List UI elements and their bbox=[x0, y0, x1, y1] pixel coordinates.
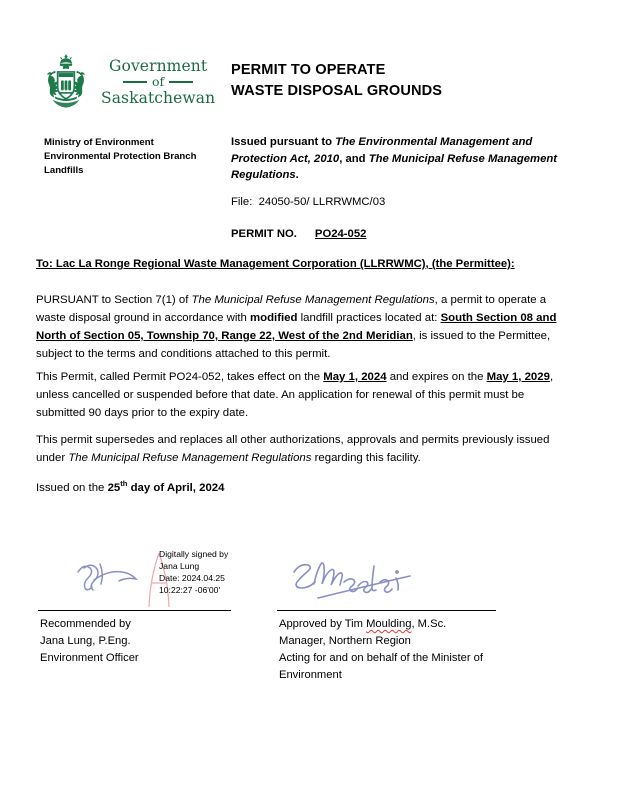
pursuant-text-1: PURSUANT to Section 7(1) of bbox=[36, 294, 192, 306]
supersede-text-2: regarding this facility. bbox=[311, 452, 421, 465]
signature-block-approved bbox=[279, 616, 529, 684]
paragraph-effective-dates bbox=[36, 368, 572, 422]
signature-line-right bbox=[277, 610, 496, 611]
pursuant-modified-term: modified bbox=[250, 312, 298, 325]
document-header bbox=[0, 0, 630, 120]
effective-text-3: , unless cancelled or suspended before that date. An application for renewal of this permit must be submitted 90 days prior to the expiry date. bbox=[36, 371, 554, 420]
page-title-line-2: WASTE DISPOSAL GROUNDS bbox=[231, 82, 443, 99]
addressee-line: To: Lac La Ronge Regional Waste Management Corporation (LLRRWMC), (the Permittee): bbox=[36, 258, 515, 270]
facility-legal-location: South Section 08 and North of Section 05, Township 70, Range 22, West of the 2nd Meridian bbox=[36, 312, 557, 343]
approved-by-surname: Moulding bbox=[366, 618, 412, 630]
ministry-block bbox=[44, 136, 196, 178]
digital-signature-date: Date: 2024.04.25 bbox=[159, 572, 225, 583]
pursuant-text-4: , is issued to the Permittee, subject to the terms and conditions attached to this permit. bbox=[36, 330, 551, 361]
pursuant-suffix: . bbox=[295, 169, 299, 182]
ministry-line-3: Landfills bbox=[44, 165, 84, 177]
effective-text-2: and expires on the bbox=[386, 371, 487, 383]
supersede-regulations-ref: The Municipal Refuse Management Regulations bbox=[68, 452, 312, 465]
pursuant-text-2: , a permit to operate a waste disposal ground in accordance with bbox=[36, 294, 547, 325]
wordmark bbox=[101, 58, 215, 107]
issued-ordinal-suffix: th bbox=[120, 479, 128, 488]
digital-signature-signer: Jana Lung bbox=[159, 560, 200, 571]
permit-expiry-date: May 1, 2029 bbox=[486, 371, 550, 383]
permit-number-row bbox=[231, 228, 366, 240]
issued-pursuant-statement bbox=[231, 134, 561, 184]
permit-number-value: PO24-052 bbox=[314, 228, 367, 240]
jana-lung-signature-ink bbox=[70, 558, 150, 594]
page-title-line-1: PERMIT TO OPERATE bbox=[231, 62, 386, 78]
recommended-by-name: Jana Lung, P.Eng. bbox=[40, 635, 131, 648]
recommended-by-label: Recommended by bbox=[40, 618, 131, 630]
permit-label: PERMIT NO. bbox=[231, 228, 297, 240]
effective-text-1: This Permit, called Permit PO24-052, takes effect on the bbox=[36, 371, 324, 383]
ministry-line-2: Environmental Protection Branch bbox=[44, 151, 197, 163]
wordmark-saskatchewan: Saskatchewan bbox=[101, 88, 216, 107]
approved-by-credentials: , M.Sc. bbox=[411, 618, 447, 630]
issued-on-date bbox=[36, 479, 224, 494]
pursuant-regulations-ref: The Municipal Refuse Management Regulations bbox=[191, 294, 435, 306]
signature-block-recommended bbox=[40, 616, 270, 667]
pursuant-act-2: The Municipal Refuse Management Regulations bbox=[231, 152, 558, 182]
government-of-saskatchewan-logo bbox=[38, 53, 215, 111]
pursuant-joiner: , and bbox=[339, 152, 369, 165]
file-label: File: bbox=[231, 196, 253, 208]
file-value: 24050-50/ LLRRWMC/03 bbox=[258, 196, 386, 208]
wordmark-of bbox=[101, 75, 215, 89]
digital-signature-time: 10:22:27 -06'00' bbox=[159, 584, 221, 595]
digital-signature-line-1: Digitally signed by bbox=[159, 549, 229, 559]
approved-by-behalf-line-2: Environment bbox=[279, 669, 342, 682]
paragraph-supersedes bbox=[36, 431, 572, 467]
pursuant-text-3: landfill practices located at: bbox=[297, 312, 441, 325]
signature-line-left bbox=[38, 610, 231, 611]
file-reference bbox=[231, 196, 385, 208]
coat-of-arms-icon bbox=[38, 53, 94, 111]
wordmark-government: Government bbox=[109, 56, 208, 75]
approved-by-line bbox=[279, 616, 529, 633]
pursuant-prefix: Issued pursuant to bbox=[231, 136, 336, 148]
page-title bbox=[231, 60, 442, 101]
recommended-by-title: Environment Officer bbox=[40, 652, 139, 665]
signature-area bbox=[0, 540, 630, 690]
permit-start-date: May 1, 2024 bbox=[323, 371, 387, 383]
digital-signature-details bbox=[159, 549, 228, 596]
approved-by-prefix: Approved by Tim bbox=[279, 618, 367, 630]
issued-day: 25 bbox=[107, 481, 121, 494]
tim-moulding-signature-ink bbox=[288, 552, 418, 610]
ministry-line-1: Ministry of Environment bbox=[44, 137, 154, 148]
approved-by-title: Manager, Northern Region bbox=[279, 635, 411, 648]
wordmark-of-text: of bbox=[152, 74, 165, 90]
paragraph-pursuant bbox=[36, 291, 572, 363]
approved-by-behalf-line-1: Acting for and on behalf of the Minister of bbox=[279, 652, 483, 665]
issued-prefix: Issued on the bbox=[36, 481, 108, 494]
issued-month-year: day of April, 2024 bbox=[127, 481, 225, 494]
supersede-text-1: This permit supersedes and replaces all other authorizations, approvals and permits previously issued under bbox=[36, 434, 550, 465]
pursuant-act-1: The Environmental Management and Protection Act, 2010 bbox=[231, 136, 533, 165]
